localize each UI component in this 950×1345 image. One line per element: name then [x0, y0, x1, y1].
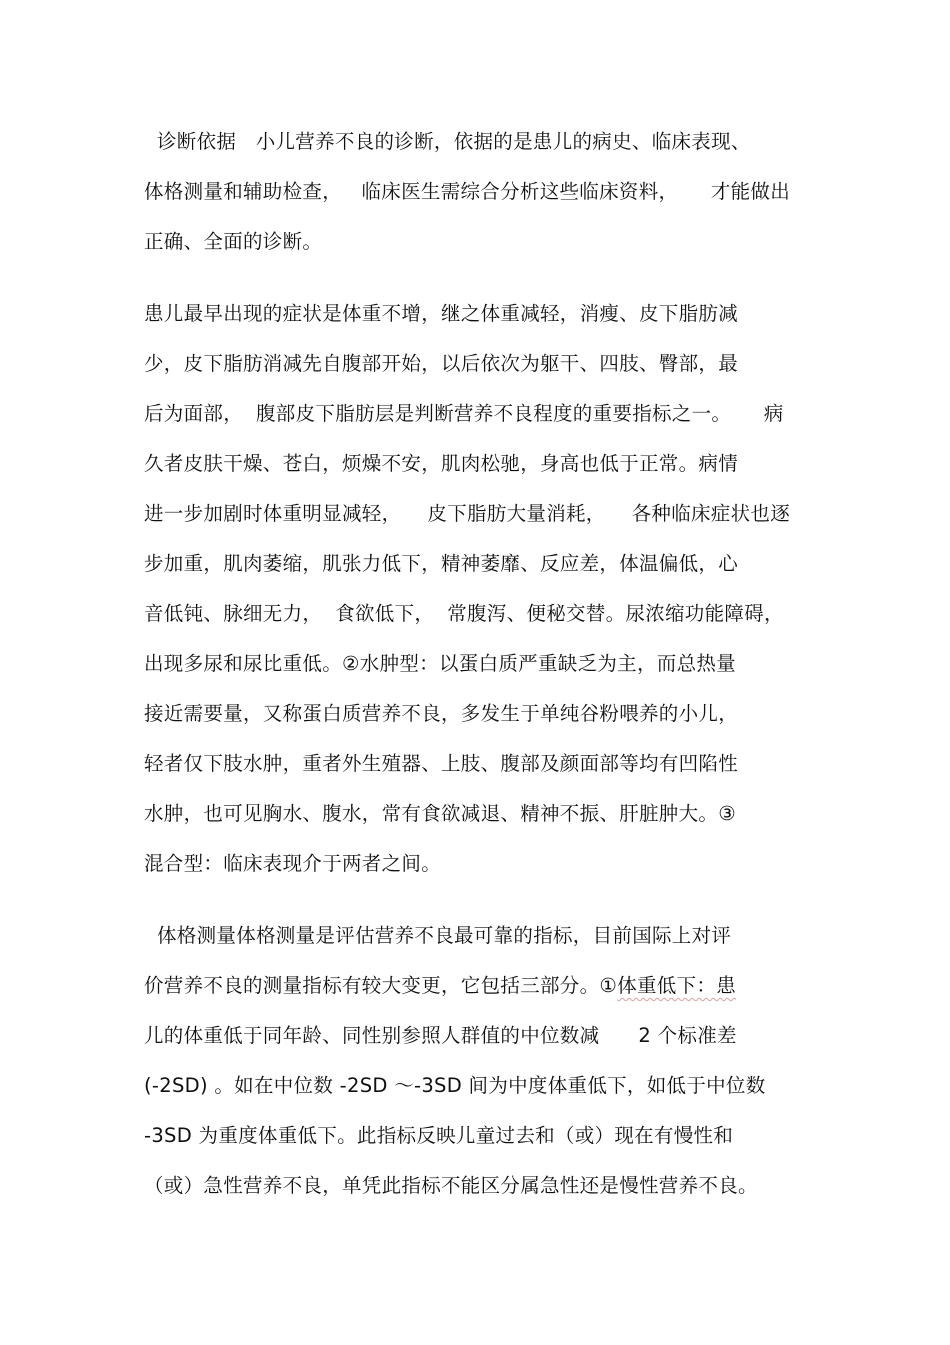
- paragraph-1-line-2: 体格测量和辅助检查， 临床医生需综合分析这些临床资料， 才能做出: [144, 180, 790, 203]
- paragraph-2-line-4: 久者皮肤干燥、苍白，烦燥不安，肌肉松驰，身高也低于正常。病情: [144, 452, 739, 475]
- paragraph-1-line-1: 诊断依据 小儿营养不良的诊断，依据的是患儿的病史、临床表现、: [144, 130, 751, 153]
- paragraph-2-line-7: 音低钝、脉细无力， 食欲低下， 常腹泻、便秘交替。尿浓缩功能障碍，: [144, 602, 784, 625]
- paragraph-2-line-9: 接近需要量，又称蛋白质营养不良，多发生于单纯谷粉喂养的小儿，: [144, 702, 739, 725]
- paragraph-2-line-8: 出现多尿和尿比重低。②水肿型：以蛋白质严重缺乏为主，而总热量: [144, 652, 736, 675]
- spellcheck-underlined-text: 体重低下：患: [617, 974, 736, 997]
- paragraph-2-line-2: 少，皮下脂肪消减先自腹部开始，以后依次为躯干、四肢、臀部，最: [144, 352, 739, 375]
- paragraph-2-line-3: 后为面部， 腹部皮下脂肪层是判断营养不良程度的重要指标之一。 病: [144, 402, 784, 425]
- paragraph-3-line-3: 儿的体重低于同年龄、同性别参照人群值的中位数减 2 个标准差: [144, 1024, 737, 1047]
- paragraph-3-line-5: -3SD 为重度体重低下。此指标反映儿童过去和（或）现在有慢性和: [144, 1124, 734, 1147]
- paragraph-2-line-5: 进一步加剧时体重明显减轻， 皮下脂肪大量消耗， 各种临床症状也逐: [144, 502, 790, 525]
- paragraph-2-line-11: 水肿，也可见胸水、腹水，常有食欲减退、精神不振、肝脏肿大。③: [144, 802, 736, 825]
- paragraph-3-line-6: （或）急性营养不良，单凭此指标不能区分属急性还是慢性营养不良。: [144, 1174, 758, 1197]
- paragraph-2-line-10: 轻者仅下肢水肿，重者外生殖器、上肢、腹部及颜面部等均有凹陷性: [144, 752, 739, 775]
- paragraph-1-line-3: 正确、全面的诊断。: [144, 230, 323, 253]
- paragraph-2-line-1: 患儿最早出现的症状是体重不增，继之体重减轻，消瘦、皮下脂肪减: [144, 302, 739, 325]
- paragraph-2-line-6: 步加重，肌肉萎缩，肌张力低下，精神萎靡、反应差，体温偏低，心: [144, 552, 739, 575]
- paragraph-3-line-2: [144, 974, 736, 998]
- paragraph-3-line-1: 体格测量体格测量是评估营养不良最可靠的指标，目前国际上对评: [144, 924, 732, 947]
- paragraph-2-line-12: 混合型：临床表现介于两者之间。: [144, 852, 442, 875]
- paragraph-3-line-2-text: 价营养不良的测量指标有较大变更，它包括三部分。①: [144, 974, 618, 997]
- paragraph-3-line-4: (-2SD) 。如在中位数 -2SD ～-3SD 间为中度体重低下，如低于中位数: [144, 1074, 766, 1097]
